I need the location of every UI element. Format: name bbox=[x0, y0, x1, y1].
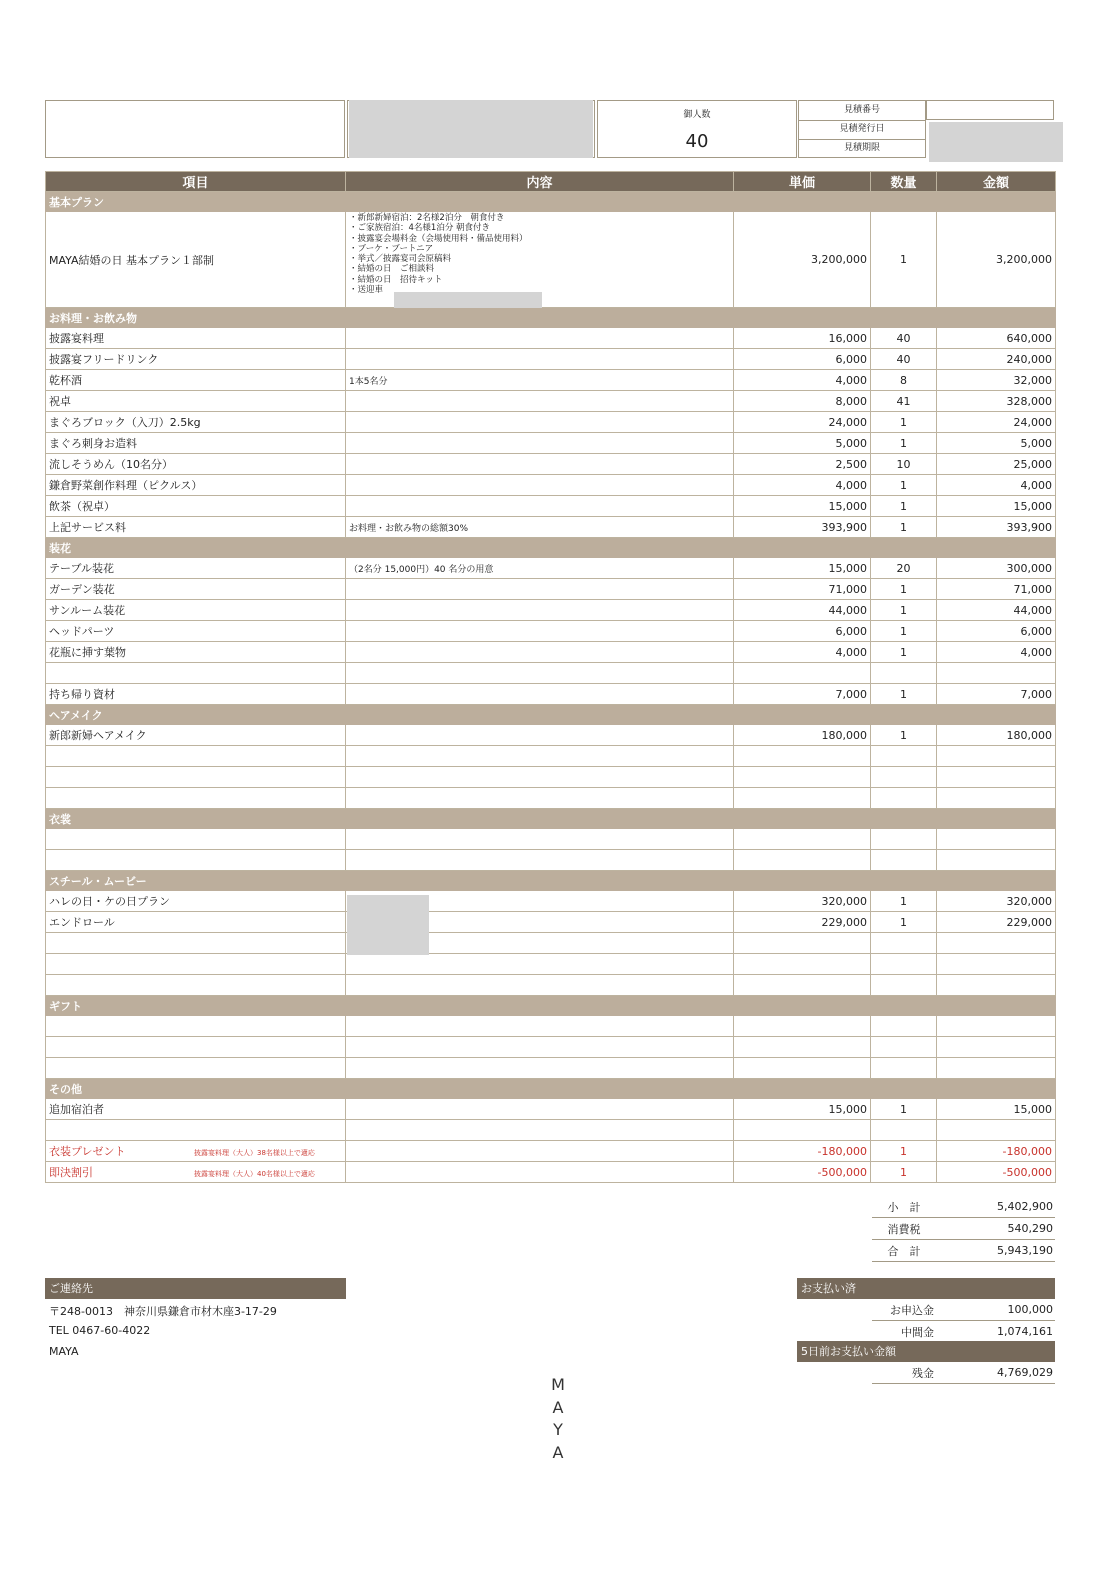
quantity-cell: 1 bbox=[871, 412, 937, 433]
content-cell bbox=[346, 328, 734, 349]
content-cell: お料理・お飲み物の総額30% bbox=[346, 517, 734, 538]
unit-price-cell: 6,000 bbox=[734, 621, 871, 642]
amount-cell: 300,000 bbox=[937, 558, 1056, 579]
guest-count-label: 御人数 bbox=[683, 110, 711, 120]
contact-address: 〒248-0013 神奈川県鎌倉市材木座3-17-29 bbox=[49, 1305, 277, 1318]
quantity-cell bbox=[871, 1120, 937, 1141]
unit-price-cell bbox=[734, 933, 871, 954]
quantity-cell: 1 bbox=[871, 496, 937, 517]
table-row bbox=[46, 642, 1056, 663]
quantity-cell: 1 bbox=[871, 517, 937, 538]
amount-cell: 15,000 bbox=[937, 496, 1056, 517]
item-cell: 披露宴フリードリンク bbox=[46, 349, 346, 370]
quantity-cell bbox=[871, 933, 937, 954]
amount-cell: -500,000 bbox=[937, 1162, 1056, 1183]
interim-label: 中間金 bbox=[872, 1321, 944, 1343]
unit-price-cell: 15,000 bbox=[734, 496, 871, 517]
unit-price-cell bbox=[734, 850, 871, 871]
table-row bbox=[46, 349, 1056, 370]
subtotal-label: 小 計 bbox=[872, 1196, 936, 1218]
quantity-cell bbox=[871, 1058, 937, 1079]
quantity-cell: 1 bbox=[871, 212, 937, 308]
section-header-row bbox=[46, 538, 1056, 558]
item-cell: テーブル装花 bbox=[46, 558, 346, 579]
subtotal-value: 5,402,900 bbox=[936, 1196, 1055, 1218]
item-cell: 花瓶に挿す葉物 bbox=[46, 642, 346, 663]
quantity-cell bbox=[871, 954, 937, 975]
unit-price-cell bbox=[734, 663, 871, 684]
content-line: ・ご家族宿泊：4名様1泊分 朝食付き bbox=[349, 223, 491, 234]
customer-name-box bbox=[45, 100, 345, 158]
section-header-row bbox=[46, 871, 1056, 891]
deposit-value: 100,000 bbox=[944, 1299, 1055, 1321]
quantity-cell bbox=[871, 975, 937, 996]
unit-price-cell: 320,000 bbox=[734, 891, 871, 912]
quantity-cell: 1 bbox=[871, 621, 937, 642]
unit-price-cell: 4,000 bbox=[734, 642, 871, 663]
item-name: 即決割引 bbox=[49, 1166, 93, 1179]
contact-title: ご連絡先 bbox=[45, 1278, 346, 1299]
content-cell: 1本5名分 bbox=[346, 370, 734, 391]
unit-price-cell: 3,200,000 bbox=[734, 212, 871, 308]
amount-cell bbox=[937, 954, 1056, 975]
content-cell bbox=[346, 1162, 734, 1183]
table-row bbox=[46, 954, 1056, 975]
unit-price-cell bbox=[734, 746, 871, 767]
section-header-row bbox=[46, 308, 1056, 328]
content-cell bbox=[346, 454, 734, 475]
column-header-unit-price: 単価 bbox=[734, 172, 871, 192]
unit-price-cell: 8,000 bbox=[734, 391, 871, 412]
item-cell bbox=[46, 1120, 346, 1141]
subtotal-row bbox=[872, 1196, 1055, 1218]
content-line: ・ブーケ・ブートニア bbox=[349, 243, 434, 254]
table-row bbox=[46, 850, 1056, 871]
item-cell: ヘッドパーツ bbox=[46, 621, 346, 642]
interim-value: 1,074,161 bbox=[944, 1321, 1055, 1343]
logo-letter: A bbox=[552, 1397, 564, 1417]
amount-cell bbox=[937, 1058, 1056, 1079]
item-cell bbox=[46, 663, 346, 684]
unit-price-cell: 5,000 bbox=[734, 433, 871, 454]
content-cell bbox=[346, 975, 734, 996]
amount-cell: 15,000 bbox=[937, 1099, 1056, 1120]
estimate-meta-labels bbox=[798, 100, 926, 158]
amount-cell: 25,000 bbox=[937, 454, 1056, 475]
item-cell: 流しそうめん（10名分） bbox=[46, 454, 346, 475]
column-header-quantity: 数量 bbox=[871, 172, 937, 192]
issue-date-label: 見積発行日 bbox=[799, 120, 925, 140]
unit-price-cell: 229,000 bbox=[734, 912, 871, 933]
contact-company: MAYA bbox=[49, 1345, 79, 1358]
unit-price-cell bbox=[734, 1016, 871, 1037]
amount-cell: 4,000 bbox=[937, 475, 1056, 496]
quantity-cell: 40 bbox=[871, 349, 937, 370]
quantity-cell: 1 bbox=[871, 433, 937, 454]
unit-price-cell: 15,000 bbox=[734, 1099, 871, 1120]
unit-price-cell: 44,000 bbox=[734, 600, 871, 621]
table-row bbox=[46, 391, 1056, 412]
section-title: お料理・お飲み物 bbox=[46, 308, 1056, 328]
table-header-row bbox=[46, 172, 1056, 192]
table-row bbox=[46, 725, 1056, 746]
content-line: ・送迎車 bbox=[349, 285, 384, 296]
table-row bbox=[46, 829, 1056, 850]
table-row bbox=[46, 1141, 1056, 1162]
quantity-cell: 1 bbox=[871, 891, 937, 912]
balance-label: 残金 bbox=[872, 1362, 944, 1384]
maya-logo bbox=[548, 1374, 568, 1464]
quantity-cell: 1 bbox=[871, 475, 937, 496]
content-line: ・結婚の日 ご相談料 bbox=[349, 264, 435, 275]
content-cell bbox=[346, 1016, 734, 1037]
content-cell bbox=[346, 349, 734, 370]
content-cell bbox=[346, 579, 734, 600]
estimate-table-body bbox=[46, 192, 1056, 1183]
content-cell bbox=[346, 684, 734, 705]
content-cell bbox=[346, 829, 734, 850]
item-cell bbox=[46, 767, 346, 788]
content-cell bbox=[346, 1120, 734, 1141]
table-row bbox=[46, 1162, 1056, 1183]
unit-price-cell: 2,500 bbox=[734, 454, 871, 475]
table-row bbox=[46, 975, 1056, 996]
unit-price-cell: 24,000 bbox=[734, 412, 871, 433]
amount-cell: 3,200,000 bbox=[937, 212, 1056, 308]
unit-price-cell bbox=[734, 767, 871, 788]
amount-cell: 640,000 bbox=[937, 328, 1056, 349]
content-line: ・挙式／披露宴司会原稿料 bbox=[349, 254, 452, 265]
amount-cell: 24,000 bbox=[937, 412, 1056, 433]
paid-title: お支払い済 bbox=[797, 1278, 1055, 1299]
amount-cell: 71,000 bbox=[937, 579, 1056, 600]
table-row bbox=[46, 328, 1056, 349]
section-title: ギフト bbox=[46, 996, 1056, 1016]
quantity-cell: 10 bbox=[871, 454, 937, 475]
section-title: ヘアメイク bbox=[46, 705, 1056, 725]
section-header-row bbox=[46, 809, 1056, 829]
amount-cell: 7,000 bbox=[937, 684, 1056, 705]
content-cell bbox=[346, 475, 734, 496]
item-cell bbox=[46, 975, 346, 996]
balance-value: 4,769,029 bbox=[944, 1362, 1055, 1384]
section-header-row bbox=[46, 705, 1056, 725]
amount-cell: 393,900 bbox=[937, 517, 1056, 538]
quantity-cell: 41 bbox=[871, 391, 937, 412]
amount-cell bbox=[937, 1120, 1056, 1141]
item-cell bbox=[46, 1037, 346, 1058]
amount-cell: 328,000 bbox=[937, 391, 1056, 412]
unit-price-cell: 15,000 bbox=[734, 558, 871, 579]
content-cell bbox=[346, 767, 734, 788]
table-row bbox=[46, 370, 1056, 391]
column-header-amount: 金額 bbox=[937, 172, 1056, 192]
content-cell bbox=[346, 746, 734, 767]
amount-cell: -180,000 bbox=[937, 1141, 1056, 1162]
item-cell: 乾杯酒 bbox=[46, 370, 346, 391]
logo-letter: M bbox=[551, 1375, 565, 1394]
quantity-cell: 1 bbox=[871, 1099, 937, 1120]
tax-value: 540,290 bbox=[936, 1218, 1055, 1240]
total-value: 5,943,190 bbox=[936, 1240, 1055, 1262]
table-row bbox=[46, 1037, 1056, 1058]
item-cell: MAYA結婚の日 基本プラン１部制 bbox=[46, 212, 346, 308]
redacted-area bbox=[394, 292, 542, 308]
amount-cell bbox=[937, 829, 1056, 850]
unit-price-cell: 16,000 bbox=[734, 328, 871, 349]
quantity-cell: 8 bbox=[871, 370, 937, 391]
deposit-label: お申込金 bbox=[872, 1299, 944, 1321]
estimate-number-value bbox=[926, 100, 1054, 120]
table-row bbox=[46, 1058, 1056, 1079]
content-cell bbox=[346, 954, 734, 975]
content-cell bbox=[346, 1058, 734, 1079]
table-row bbox=[46, 746, 1056, 767]
unit-price-cell: 393,900 bbox=[734, 517, 871, 538]
table-row bbox=[46, 579, 1056, 600]
amount-cell bbox=[937, 975, 1056, 996]
table-row bbox=[46, 788, 1056, 809]
quantity-cell: 1 bbox=[871, 1162, 937, 1183]
quantity-cell bbox=[871, 1016, 937, 1037]
quantity-cell bbox=[871, 767, 937, 788]
unit-price-cell bbox=[734, 975, 871, 996]
unit-price-cell: 7,000 bbox=[734, 684, 871, 705]
table-row bbox=[46, 600, 1056, 621]
content-cell bbox=[346, 600, 734, 621]
item-cell bbox=[46, 746, 346, 767]
paid-table bbox=[872, 1299, 1055, 1343]
item-cell: ハレの日・ケの日プラン bbox=[46, 891, 346, 912]
amount-cell: 44,000 bbox=[937, 600, 1056, 621]
due-table bbox=[872, 1362, 1055, 1384]
quantity-cell: 1 bbox=[871, 579, 937, 600]
item-cell: 新郎新婦ヘアメイク bbox=[46, 725, 346, 746]
amount-cell: 240,000 bbox=[937, 349, 1056, 370]
quantity-cell: 1 bbox=[871, 642, 937, 663]
interim-row bbox=[872, 1321, 1055, 1343]
item-cell: 飲茶（祝卓） bbox=[46, 496, 346, 517]
amount-cell: 6,000 bbox=[937, 621, 1056, 642]
amount-cell: 32,000 bbox=[937, 370, 1056, 391]
section-title: 装花 bbox=[46, 538, 1056, 558]
amount-cell bbox=[937, 1016, 1056, 1037]
item-cell bbox=[46, 954, 346, 975]
amount-cell bbox=[937, 663, 1056, 684]
item-cell bbox=[46, 1162, 346, 1183]
content-line: ・新郎新婦宿泊：2名様2泊分 朝食付き bbox=[349, 213, 505, 223]
totals-table bbox=[872, 1196, 1055, 1262]
content-cell bbox=[346, 1141, 734, 1162]
logo-letter: Y bbox=[553, 1420, 563, 1439]
unit-price-cell bbox=[734, 954, 871, 975]
amount-cell bbox=[937, 767, 1056, 788]
quantity-cell: 1 bbox=[871, 600, 937, 621]
section-header-row bbox=[46, 996, 1056, 1016]
item-condition-note: 披露宴料理（大人）38名様以上で適応 bbox=[194, 1149, 315, 1157]
amount-cell bbox=[937, 1037, 1056, 1058]
item-name: 衣装プレゼント bbox=[49, 1145, 126, 1158]
item-cell: 持ち帰り資材 bbox=[46, 684, 346, 705]
section-title: 衣裳 bbox=[46, 809, 1056, 829]
item-cell: 鎌倉野菜創作料理（ピクルス） bbox=[46, 475, 346, 496]
unit-price-cell bbox=[734, 1037, 871, 1058]
content-cell bbox=[346, 391, 734, 412]
amount-cell: 180,000 bbox=[937, 725, 1056, 746]
unit-price-cell: 4,000 bbox=[734, 370, 871, 391]
content-cell bbox=[346, 850, 734, 871]
unit-price-cell: 4,000 bbox=[734, 475, 871, 496]
table-row bbox=[46, 663, 1056, 684]
table-row bbox=[46, 454, 1056, 475]
content-cell bbox=[346, 621, 734, 642]
amount-cell: 320,000 bbox=[937, 891, 1056, 912]
total-row bbox=[872, 1240, 1055, 1262]
item-cell bbox=[46, 933, 346, 954]
item-cell: エンドロール bbox=[46, 912, 346, 933]
quantity-cell bbox=[871, 663, 937, 684]
table-row bbox=[46, 684, 1056, 705]
item-condition-note: 披露宴料理（大人）40名様以上で適応 bbox=[194, 1170, 315, 1178]
unit-price-cell bbox=[734, 1120, 871, 1141]
column-header-item: 項目 bbox=[46, 172, 346, 192]
content-cell bbox=[346, 496, 734, 517]
table-row bbox=[46, 1099, 1056, 1120]
unit-price-cell bbox=[734, 1058, 871, 1079]
amount-cell: 4,000 bbox=[937, 642, 1056, 663]
table-row bbox=[46, 212, 1056, 308]
table-row bbox=[46, 621, 1056, 642]
table-row bbox=[46, 433, 1056, 454]
table-row bbox=[46, 933, 1056, 954]
amount-cell: 5,000 bbox=[937, 433, 1056, 454]
section-header-row bbox=[46, 192, 1056, 212]
content-cell bbox=[346, 788, 734, 809]
item-cell: 追加宿泊者 bbox=[46, 1099, 346, 1120]
estimate-number-label: 見積番号 bbox=[799, 101, 925, 121]
item-cell: ガーデン装花 bbox=[46, 579, 346, 600]
table-row bbox=[46, 1120, 1056, 1141]
amount-cell bbox=[937, 933, 1056, 954]
unit-price-cell: -180,000 bbox=[734, 1141, 871, 1162]
guest-count-value: 40 bbox=[685, 131, 709, 152]
unit-price-cell bbox=[734, 829, 871, 850]
section-header-row bbox=[46, 1079, 1056, 1099]
item-cell bbox=[46, 1141, 346, 1162]
item-cell bbox=[46, 829, 346, 850]
amount-cell: 229,000 bbox=[937, 912, 1056, 933]
tax-label: 消費税 bbox=[872, 1218, 936, 1240]
quantity-cell: 40 bbox=[871, 328, 937, 349]
table-row bbox=[46, 412, 1056, 433]
content-cell bbox=[346, 1099, 734, 1120]
quantity-cell: 1 bbox=[871, 1141, 937, 1162]
table-row bbox=[46, 891, 1056, 912]
amount-cell bbox=[937, 746, 1056, 767]
unit-price-cell: 180,000 bbox=[734, 725, 871, 746]
table-row bbox=[46, 496, 1056, 517]
total-label: 合 計 bbox=[872, 1240, 936, 1262]
item-cell bbox=[46, 1058, 346, 1079]
content-cell bbox=[346, 412, 734, 433]
unit-price-cell: -500,000 bbox=[734, 1162, 871, 1183]
redacted-area bbox=[929, 122, 1063, 162]
estimate-table bbox=[45, 171, 1056, 1183]
content-cell bbox=[346, 1037, 734, 1058]
quantity-cell bbox=[871, 850, 937, 871]
content-line: ・披露宴会場料金（会場使用料・備品使用料） bbox=[349, 233, 528, 244]
column-header-content: 内容 bbox=[346, 172, 734, 192]
table-row bbox=[46, 517, 1056, 538]
redacted-area bbox=[347, 895, 429, 955]
section-title: その他 bbox=[46, 1079, 1056, 1099]
content-cell: （2名分 15,000円）40 名分の用意 bbox=[346, 558, 734, 579]
content-cell bbox=[346, 663, 734, 684]
contact-tel: TEL 0467-60-4022 bbox=[49, 1324, 151, 1337]
redacted-area bbox=[349, 100, 593, 158]
item-cell: まぐろ刺身お造料 bbox=[46, 433, 346, 454]
section-title: スチール・ムービー bbox=[46, 871, 1056, 891]
quantity-cell: 1 bbox=[871, 725, 937, 746]
deposit-row bbox=[872, 1299, 1055, 1321]
quantity-cell: 1 bbox=[871, 684, 937, 705]
quantity-cell: 20 bbox=[871, 558, 937, 579]
table-row bbox=[46, 558, 1056, 579]
quantity-cell bbox=[871, 746, 937, 767]
table-row bbox=[46, 767, 1056, 788]
quantity-cell: 1 bbox=[871, 912, 937, 933]
item-cell: 上記サービス料 bbox=[46, 517, 346, 538]
table-row bbox=[46, 1016, 1056, 1037]
content-cell bbox=[346, 642, 734, 663]
table-row bbox=[46, 912, 1056, 933]
item-cell: 祝卓 bbox=[46, 391, 346, 412]
item-cell bbox=[46, 788, 346, 809]
section-title: 基本プラン bbox=[46, 192, 1056, 212]
amount-cell bbox=[937, 788, 1056, 809]
content-cell bbox=[346, 725, 734, 746]
item-cell bbox=[46, 850, 346, 871]
quantity-cell bbox=[871, 788, 937, 809]
content-line: ・結婚の日 招待キット bbox=[349, 274, 443, 285]
table-row bbox=[46, 475, 1056, 496]
unit-price-cell bbox=[734, 788, 871, 809]
due-title: 5日前お支払い金額 bbox=[797, 1341, 1055, 1362]
expiry-label: 見積期限 bbox=[843, 143, 880, 153]
quantity-cell bbox=[871, 1037, 937, 1058]
amount-cell bbox=[937, 850, 1056, 871]
logo-letter: A bbox=[552, 1442, 564, 1462]
estimate-header bbox=[45, 100, 1063, 160]
item-cell bbox=[46, 1016, 346, 1037]
content-cell bbox=[346, 433, 734, 454]
item-cell: 披露宴料理 bbox=[46, 328, 346, 349]
guest-count-box bbox=[597, 100, 797, 158]
item-cell: まぐろブロック（入刀）2.5kg bbox=[46, 412, 346, 433]
quantity-cell bbox=[871, 829, 937, 850]
unit-price-cell: 6,000 bbox=[734, 349, 871, 370]
balance-row bbox=[872, 1362, 1055, 1384]
tax-row bbox=[872, 1218, 1055, 1240]
item-cell: サンルーム装花 bbox=[46, 600, 346, 621]
unit-price-cell: 71,000 bbox=[734, 579, 871, 600]
